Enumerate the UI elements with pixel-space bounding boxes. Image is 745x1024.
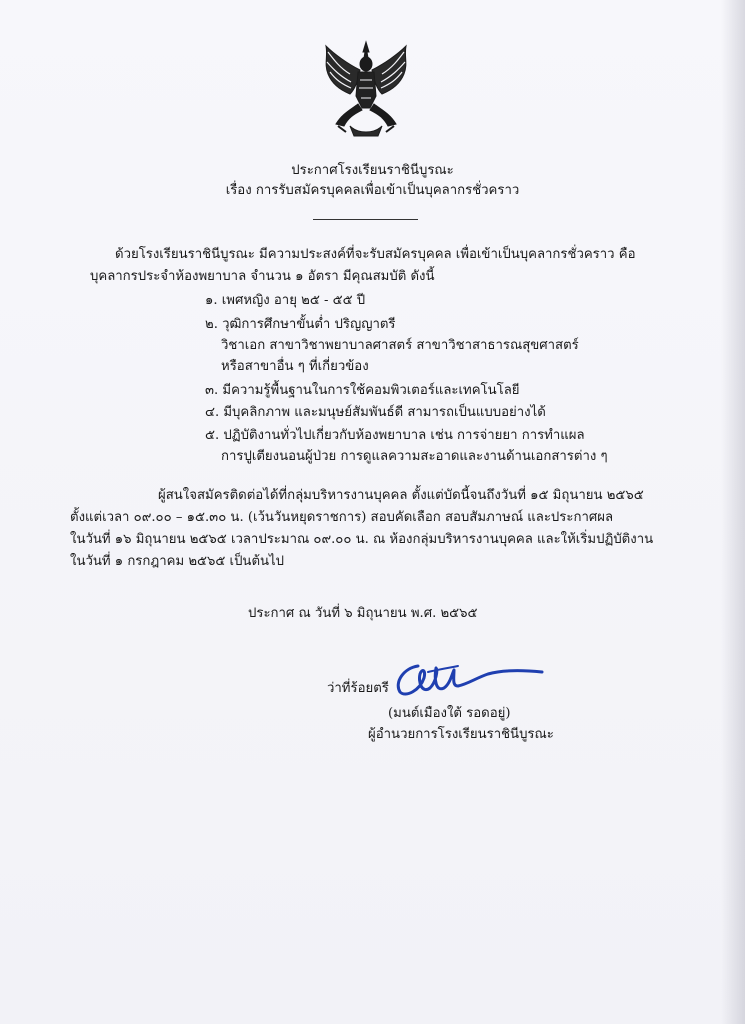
announcement-date: ประกาศ ณ วันที่ ๖ มิถุนายน พ.ศ. ๒๕๖๕ [248, 606, 478, 621]
qualification-item-2-detail: วิชาเอก สาขาวิชาพยาบาลศาสตร์ สาขาวิชาสาธารณสุขศาสตร์ [221, 338, 579, 353]
announcement-subject: เรื่อง การรับสมัครบุคคลเพื่อเข้าเป็นบุคลากรชั่วคราว [225, 183, 520, 198]
qualification-item-3: ๓. มีความรู้พื้นฐานในการใช้คอมพิวเตอร์และเทคโนโลยี [205, 383, 520, 398]
garuda-emblem-icon [320, 40, 412, 138]
qualification-item-4: ๔. มีบุคลิกภาพ และมนุษย์สัมพันธ์ดี สามารถเป็นแบบอย่างได้ [205, 405, 546, 420]
signatory-position: ผู้อำนวยการโรงเรียนราชินีบูรณะ [368, 727, 554, 742]
application-line-2: ตั้งแต่เวลา ๐๙.๐๐ – ๑๕.๓๐ น. (เว้นวันหยุดราชการ) สอบคัดเลือก สอบสัมภาษณ์ และประกาศผล [70, 510, 614, 525]
qualification-item-2-detail-2: หรือสาขาอื่น ๆ ที่เกี่ยวข้อง [221, 359, 369, 374]
application-line-4: ในวันที่ ๑ กรกฎาคม ๒๕๖๕ เป็นต้นไป [70, 554, 285, 569]
application-line-1: ผู้สนใจสมัครติดต่อได้ที่กลุ่มบริหารงานบุคคล ตั้งแต่บัดนี้จนถึงวันที่ ๑๕ มิถุนายน ๒๕๖๕ [158, 488, 644, 503]
handwritten-signature [392, 660, 552, 700]
page-edge-shadow [721, 0, 745, 1024]
application-line-3: ในวันที่ ๑๖ มิถุนายน ๒๕๖๕ เวลาประมาณ ๐๙.๐๐ น. ณ ห้องกลุ่มบริหารงานบุคคล และให้เริ่มปฏิบัติงาน [70, 532, 654, 547]
qualification-item-2: ๒. วุฒิการศึกษาขั้นต่ำ ปริญญาตรี [205, 317, 396, 332]
qualification-item-5-detail: การปูเตียงนอนผู้ป่วย การดูแลความสะอาดและงานด้านเอกสารต่าง ๆ [221, 449, 608, 464]
announcement-title: ประกาศโรงเรียนราชินีบูรณะ [291, 163, 454, 178]
title-divider [313, 219, 418, 220]
qualification-item-5: ๕. ปฏิบัติงานทั่วไปเกี่ยวกับห้องพยาบาล เช่น การจ่ายยา การทำแผล [205, 428, 585, 443]
intro-line-1: ด้วยโรงเรียนราชินีบูรณะ มีความประสงค์ที่จะรับสมัครบุคคล เพื่อเข้าเป็นบุคลากรชั่วคราว คือ [115, 247, 636, 262]
qualification-item-1: ๑. เพศหญิง อายุ ๒๕ - ๕๕ ปี [205, 293, 366, 308]
signatory-rank: ว่าที่ร้อยตรี [327, 681, 389, 696]
intro-line-2: บุคลากรประจำห้องพยาบาล จำนวน ๑ อัตรา มีคุณสมบัติ ดังนี้ [90, 269, 435, 284]
signatory-name: (มนต์เมืองใต้ รอดอยู่) [388, 706, 511, 721]
